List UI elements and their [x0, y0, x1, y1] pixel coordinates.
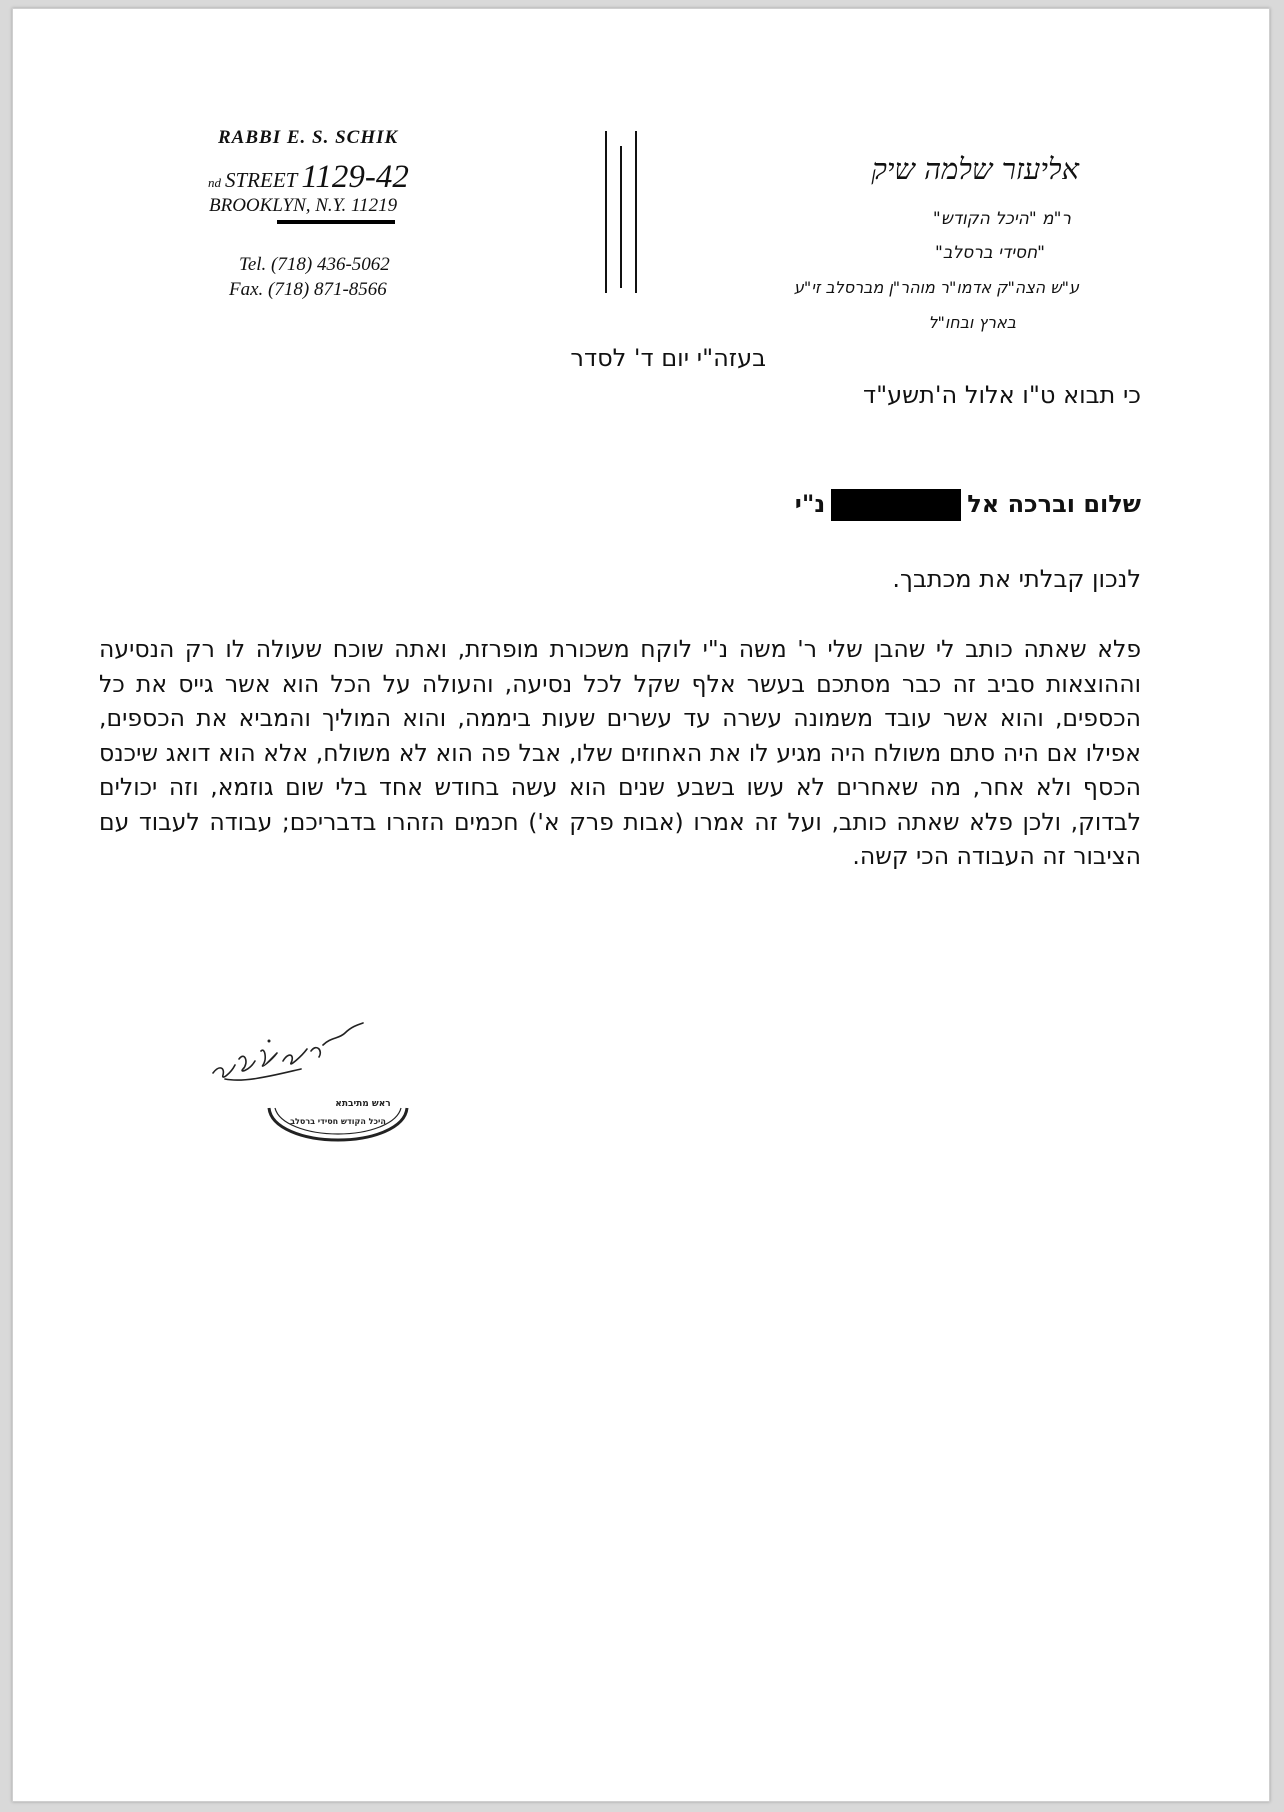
greeting-text: שלום וברכה אל	[967, 490, 1141, 518]
letter-page	[12, 8, 1270, 1802]
redaction-bar	[831, 489, 961, 521]
letterhead-he-name: אליעזר שלמה שיק	[871, 152, 1079, 186]
letter-date: כי תבוא ט"ו אלול ה'תשע"ד	[862, 381, 1141, 409]
city-underline	[277, 220, 395, 224]
letterhead-en-street	[208, 159, 409, 196]
stamp-line2: היכל הקודש חסידי ברסלב	[290, 1117, 386, 1126]
street-number: 1129-42	[301, 159, 409, 195]
letterhead-he-title2: "חסידי ברסלב"	[934, 243, 1045, 263]
letterhead-en-name: RABBI E. S. SCHIK	[218, 127, 399, 148]
letterhead-en-city: BROOKLYN, N.Y. 11219	[209, 195, 398, 216]
divider-line	[620, 146, 622, 288]
letter-body: פלא שאתה כותב לי שהבן שלי ר' משה נ"י לוקח משכורת מופרזת, ואתה שוכח שעולה לו רק הנסיעה וההוצאות סביב זה כבר מסתכם בעשר אלף שקל לכל נסיעה, והעולה על הכל הוא אשר גייס את כל הכספים, והוא אשר עובד משמונה עשרה עד עשרים שעות ביממה, והוא המוליך והמביא את הכספים, אפילו אם היה סתם משולח היה מגיע לו את האחוזים שלו, אבל פה הוא לא משולח, אלא הוא דואג שיכנס הכסף ולא אחר, מה שאחרים לא עשו בשבע שנים הוא עשה בחודש אחד בלי שום גוזמא, וזה יכולים לבדוק, ולכן פלא שאתה כותב, ועל זה אמרו (אבות פרק א') חכמים הזהרו בדבריכם; עבודה לעבוד עם הציבור זה העבודה הכי קשה.	[99, 635, 1141, 870]
divider-gap	[613, 135, 629, 136]
letterhead-he-title1: ר"מ "היכל הקודש"	[932, 209, 1071, 229]
letterhead-he-title4: בארץ ובחו"ל	[928, 313, 1016, 332]
letterhead-en-fax: Fax. (718) 871-8566	[229, 279, 387, 300]
letter-greeting	[795, 489, 1141, 521]
handwritten-signature	[205, 1021, 375, 1101]
divider-line	[605, 131, 607, 293]
divider-line	[635, 131, 637, 293]
greeting-suffix: נ"י	[794, 490, 826, 518]
letter-acknowledgement: לנכון קבלתי את מכתבך.	[892, 565, 1141, 593]
letterhead-he-title3: ע"ש הצה"ק אדמו"ר מוהר"ן מברסלב זי"ע	[793, 278, 1079, 297]
letterhead-en-tel: Tel. (718) 436-5062	[239, 254, 390, 275]
stamp-line1: ראש מתיבתא	[335, 1099, 391, 1109]
rubber-stamp	[263, 1094, 413, 1144]
street-word: STREET	[225, 168, 298, 192]
letter-besiyata: בעזה"י יום ד' לסדר	[570, 344, 766, 372]
street-suffix: nd	[208, 175, 221, 190]
